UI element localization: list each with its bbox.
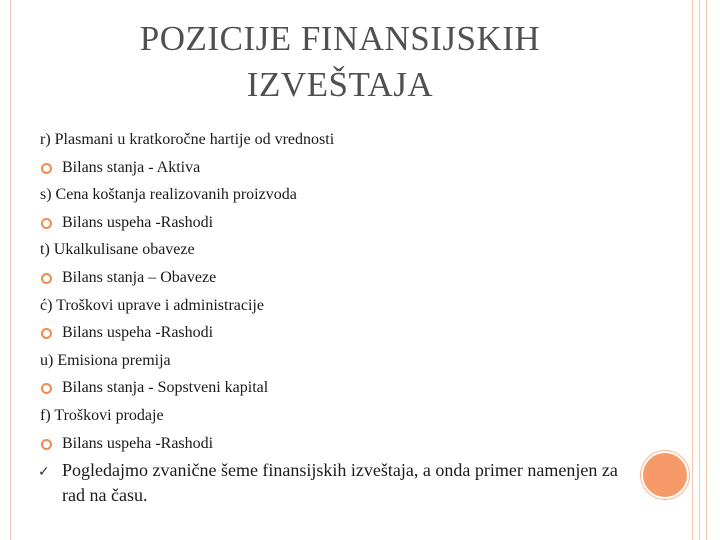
- circle-bullet-icon: [41, 218, 52, 229]
- list-item: s) Cena koštanja realizovanih proizvoda: [40, 186, 297, 204]
- list-item: f) Troškovi prodaje: [40, 406, 164, 424]
- title-line-1: POZICIJE FINANSIJSKIH: [139, 19, 541, 58]
- answer-item: [38, 264, 638, 292]
- slide-content: [38, 126, 638, 457]
- final-note: [38, 458, 638, 508]
- answer-text: Bilans uspeha -Rashodi: [62, 213, 214, 231]
- circle-bullet-icon: [41, 163, 52, 174]
- answer-item: [38, 374, 638, 402]
- slide-border-right: [692, 0, 720, 540]
- circle-bullet-icon: [41, 383, 52, 394]
- answer-item: [38, 430, 638, 458]
- title-line-2: IZVEŠTAJA: [246, 65, 434, 104]
- answer-text: Bilans stanja - Aktiva: [62, 158, 201, 176]
- list-item: u) Emisiona premija: [40, 351, 171, 369]
- final-note-text: Pogledajmo zvanične šeme finansijskih izveštaja, a onda primer namenjen za rad na času.: [62, 460, 618, 505]
- answer-item: [38, 319, 638, 347]
- border-line: [706, 0, 707, 540]
- slide-border-left: [0, 0, 11, 540]
- checkmark-icon: ✓: [38, 464, 50, 480]
- circle-bullet-icon: [41, 328, 52, 339]
- border-line: [699, 0, 700, 540]
- decorative-circle: [641, 451, 689, 499]
- answer-item: [38, 154, 638, 182]
- answer-text: Bilans stanja – Obaveze: [62, 268, 217, 286]
- circle-bullet-icon: [41, 439, 52, 450]
- answer-text: Bilans stanja - Sopstveni kapital: [62, 379, 269, 397]
- list-item: r) Plasmani u kratkoročne hartije od vrednosti: [40, 131, 335, 148]
- slide-title: [60, 16, 620, 108]
- list-item: ć) Troškovi uprave i administracije: [40, 296, 264, 314]
- list-item: t) Ukalkulisane obaveze: [40, 241, 195, 259]
- circle-bullet-icon: [41, 273, 52, 284]
- answer-item: [38, 209, 638, 237]
- answer-text: Bilans uspeha -Rashodi: [62, 434, 214, 452]
- answer-text: Bilans uspeha -Rashodi: [62, 324, 214, 342]
